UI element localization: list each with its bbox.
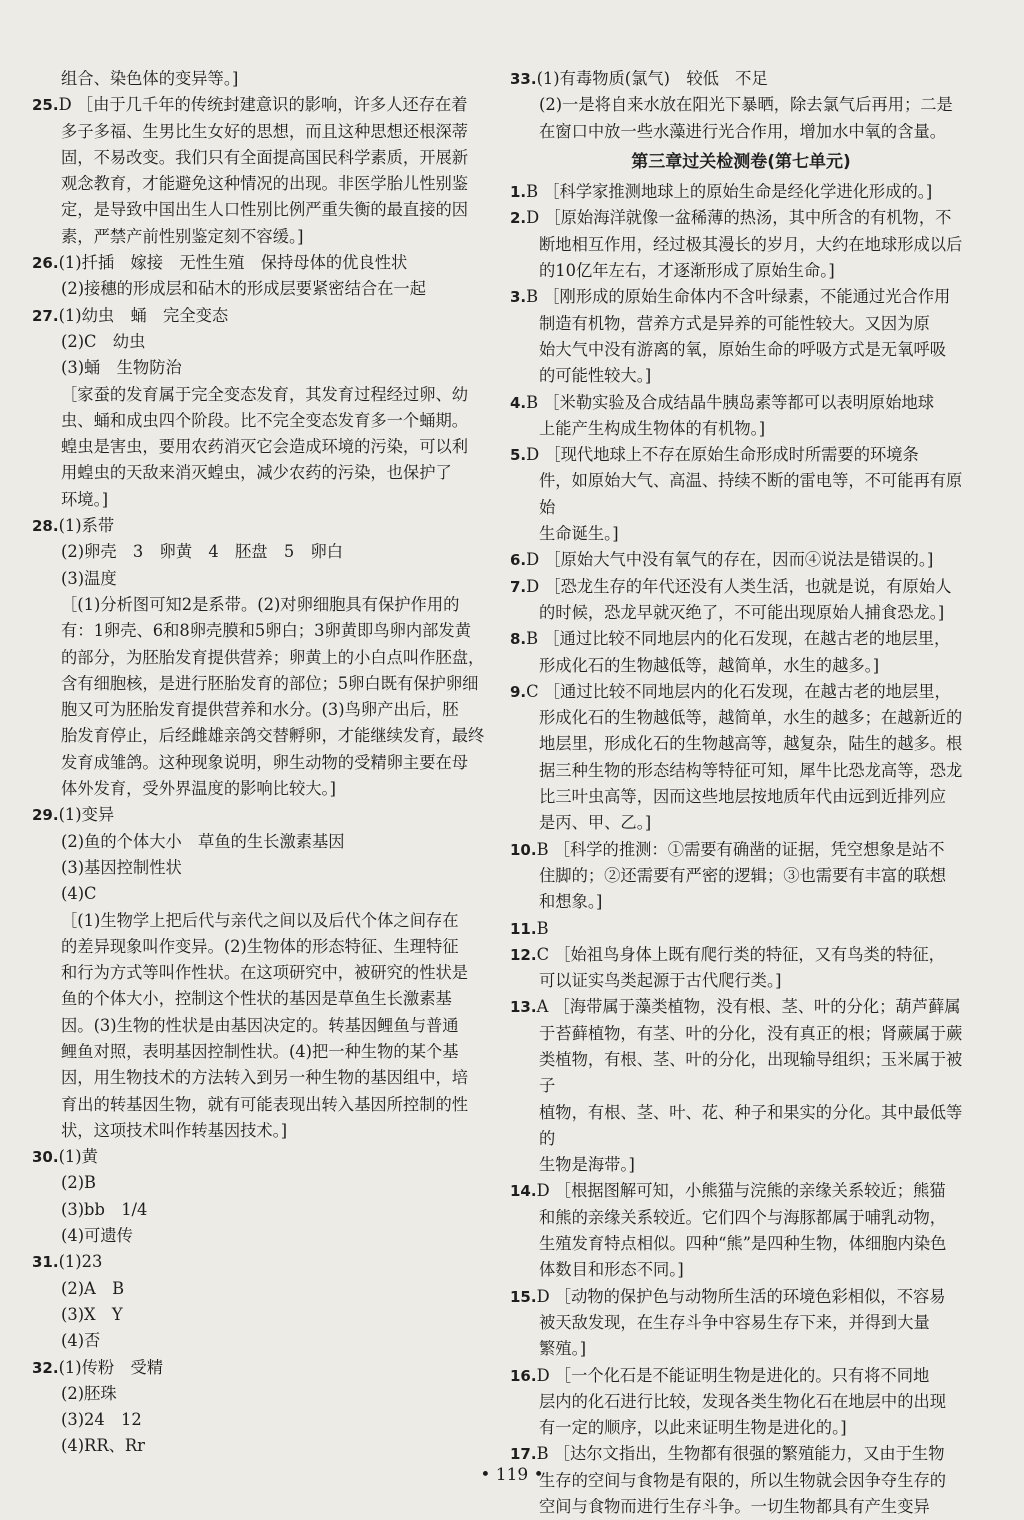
answer-line (510, 521, 972, 547)
answer-line (510, 784, 972, 810)
right-column (510, 66, 972, 1520)
answer-line (32, 1381, 490, 1407)
question-number: 11. (510, 919, 537, 938)
answer-text: 的可能性较大。] (539, 366, 652, 386)
answer-text: 是丙、甲、乙。] (539, 813, 652, 833)
answer-line (32, 1302, 490, 1328)
answer-line (510, 968, 972, 994)
question-number: 13. (510, 998, 537, 1017)
answer-text: B ［通过比较不同地层内的化石发现，在越古老的地层里， (526, 629, 951, 649)
answer-line (510, 574, 972, 600)
answer-line (32, 1276, 490, 1302)
answer-line (32, 250, 490, 276)
answer-text: 断地相互作用，经过极其漫长的岁月，大约在地球形成以后 (539, 234, 963, 254)
answer-line (510, 810, 972, 836)
answer-line (510, 1231, 972, 1257)
section-heading: 第三章过关检测卷(第七单元) (631, 151, 851, 172)
answer-line (510, 1178, 972, 1204)
answer-text: 空间与食物而进行生存斗争。一切生物都具有产生变异 (539, 1497, 930, 1517)
answer-line (32, 934, 490, 960)
answer-line (510, 889, 972, 915)
answer-text: D ［由于几千年的传统封建意识的影响，许多人还存在着 (58, 95, 468, 115)
answer-line (32, 671, 490, 697)
answer-line (32, 908, 490, 934)
answer-line (510, 468, 972, 521)
answer-line (32, 855, 490, 881)
answer-line (510, 258, 972, 284)
question-number: 28. (32, 517, 59, 536)
answer-line (510, 679, 972, 705)
answer-line (32, 1039, 490, 1065)
question-number: 6. (510, 551, 527, 570)
answer-line (510, 916, 972, 942)
question-number: 31. (32, 1253, 59, 1272)
answer-line (510, 1494, 972, 1520)
answer-line (510, 1284, 972, 1310)
answer-text: D ［现代地球上不存在原始生命形成时所需要的环境条 (526, 445, 919, 465)
answer-line (510, 626, 972, 652)
answer-line (510, 1310, 972, 1336)
answer-text: 含有细胞核，是进行胚胎发育的部位；5卵白既有保护卵细 (61, 673, 479, 693)
answer-line (32, 224, 490, 250)
answer-text: 的差异现象叫作变异。(2)生物体的形态特征、生理特征 (61, 936, 459, 956)
answer-text: (2)A B (61, 1278, 125, 1298)
answer-text: 生物是海带。] (539, 1155, 635, 1175)
answer-text: (1)传粉 受精 (58, 1357, 164, 1377)
answer-text: C ［通过比较不同地层内的化石发现，在越古老的地层里， (526, 681, 951, 701)
answer-text: (3)bb 1/4 (61, 1199, 148, 1219)
answer-text: (1)幼虫 蛹 完全变态 (58, 305, 229, 325)
answer-text: 固，不易改变。我们只有全面提高国民科学素质，开展新 (61, 147, 469, 167)
answer-line (510, 92, 972, 118)
answer-line (32, 802, 490, 828)
answer-line (32, 592, 490, 618)
question-number: 2. (510, 209, 527, 228)
answer-line (32, 1092, 490, 1118)
answer-text: (3)基因控制性状 (61, 857, 182, 877)
answer-text: B ［刚形成的原始生命体内不含叶绿素，不能通过光合作用 (526, 287, 951, 307)
answer-line (32, 1197, 490, 1223)
answer-text: 因。(3)生物的性状是由基因决定的。转基因鲤鱼与普通 (61, 1015, 459, 1035)
answer-line (510, 416, 972, 442)
question-number: 29. (32, 806, 59, 825)
answer-text: B (536, 918, 549, 938)
answer-line (510, 232, 972, 258)
answer-text: (4)否 (61, 1331, 101, 1351)
answer-text: 蝗虫是害虫，要用农药消灭它会造成环境的污染，可以利 (61, 437, 469, 457)
answer-text: (2)C 幼虫 (61, 331, 146, 351)
answer-text: ［家蚕的发育属于完全变态发育，其发育过程经过卵、幼 (61, 384, 469, 404)
question-number: 16. (510, 1366, 537, 1385)
answer-line (510, 705, 972, 731)
question-number: 32. (32, 1358, 59, 1377)
answer-line (510, 1389, 972, 1415)
answer-line (32, 829, 490, 855)
answer-text: C ［始祖鸟身体上既有爬行类的特征，又有鸟类的特征， (536, 944, 945, 964)
answer-text: (4)C (61, 884, 97, 904)
answer-line (32, 92, 490, 118)
answer-line (32, 1170, 490, 1196)
question-number: 30. (32, 1148, 59, 1167)
answer-text: D ［原始海洋就像一盆稀薄的热汤，其中所含的有机物，不 (526, 208, 952, 228)
question-number: 7. (510, 577, 527, 596)
answer-text: 繁殖。] (539, 1339, 587, 1359)
answer-line (32, 460, 490, 486)
answer-line (32, 1328, 490, 1354)
answer-text: 件，如原始大气、高温、持续不断的雷电等，不可能再有原始 (539, 471, 963, 517)
answer-text: (3)温度 (61, 568, 117, 588)
answer-text: 有：1卵壳、6和8卵壳膜和5卵白；3卵黄即鸟卵内部发黄 (61, 621, 471, 641)
answer-line (32, 986, 490, 1012)
answer-text: 虫、蛹和成虫四个阶段。比不完全变态发育多一个蛹期。 (61, 410, 469, 430)
answer-text: D ［一个化石是不能证明生物是进化的。只有将不同地 (536, 1365, 930, 1385)
answer-text: (1)23 (58, 1252, 103, 1272)
answer-text: 于苔藓植物，有茎、叶的分化，没有真正的根；肾蕨属于蕨 (539, 1023, 963, 1043)
answer-line (32, 303, 490, 329)
answer-text: (4)RR、Rr (61, 1436, 145, 1456)
answer-text: (1)系带 (58, 516, 115, 536)
answer-line (510, 205, 972, 231)
answer-text: 植物，有根、茎、叶、花、种子和果实的分化。其中最低等的 (539, 1102, 963, 1148)
answer-line (32, 881, 490, 907)
answer-text: ［(1)分析图可知2是系带。(2)对卵细胞具有保护作用的 (61, 594, 460, 614)
answer-line (510, 1336, 972, 1362)
answer-text: 制造有机物，营养方式是异养的可能性较大。又因为原 (539, 313, 930, 333)
answer-text: B ［科学的推测：①需要有确凿的证据，凭空想象是站不 (536, 839, 945, 859)
question-number: 33. (510, 70, 537, 88)
answer-text: B ［达尔文指出，生物都有很强的繁殖能力，又由于生物 (536, 1444, 945, 1464)
question-number: 26. (32, 254, 59, 273)
answer-text: 在窗口中放一些水藻进行光合作用，增加水中氧的含量。 (539, 121, 947, 141)
answer-text: 上能产生构成生物体的有机物。] (539, 418, 766, 438)
answer-line (510, 337, 972, 363)
question-number: 25. (32, 96, 59, 115)
answer-line (32, 197, 490, 223)
answer-line (32, 355, 490, 381)
answer-text: B ［科学家推测地球上的原始生命是经化学进化形成的。] (526, 182, 933, 202)
answer-text: (2)B (61, 1173, 97, 1193)
answer-text: 组合、染色体的变异等。] (61, 69, 239, 88)
answer-text: D ［原始大气中没有氧气的存在，因而④说法是错误的。] (526, 550, 934, 570)
answer-text: 用蝗虫的天敌来消灭蝗虫，减少农药的污染，也保护了 (61, 463, 452, 483)
answer-line (32, 1118, 490, 1144)
question-number: 15. (510, 1287, 537, 1306)
answer-line (510, 66, 972, 92)
question-number: 10. (510, 840, 537, 859)
answer-text: 地层里，形成化石的生物越高等，越复杂，陆生的越多。根 (539, 734, 963, 754)
answer-line (32, 1355, 490, 1381)
answer-text: (2)一是将自来水放在阳光下暴晒，除去氯气后再用；二是 (539, 95, 953, 115)
answer-line (32, 145, 490, 171)
question-number: 1. (510, 183, 527, 202)
answer-line (510, 311, 972, 337)
answer-text: D ［恐龙生存的年代还没有人类生活，也就是说，有原始人 (526, 576, 952, 596)
answer-text: (2)鱼的个体大小 草鱼的生长激素基因 (61, 831, 345, 851)
answer-text: 生命诞生。] (539, 524, 619, 544)
answer-text: 定，是导致中国出生人口性别比例严重失衡的最直接的因 (61, 200, 469, 220)
answer-line (510, 942, 972, 968)
answer-text: 体数目和形态不同。] (539, 1260, 684, 1280)
answer-text: 生殖发育特点相似。四种“熊”是四种生物，体细胞内染色 (539, 1234, 947, 1254)
answer-line (32, 1249, 490, 1275)
answer-text: 和想象。] (539, 892, 603, 912)
answer-line (510, 1021, 972, 1047)
answer-line (32, 1407, 490, 1433)
answer-text: 层内的化石进行比较，发现各类生物化石在地层中的出现 (539, 1391, 947, 1411)
answer-text: (2)胚珠 (61, 1383, 117, 1403)
answer-line (510, 1152, 972, 1178)
answer-text: 和熊的亲缘关系较近。它们四个与海豚都属于哺乳动物， (539, 1207, 947, 1227)
answer-text: 和行为方式等叫作性状。在这项研究中，被研究的性状是 (61, 963, 469, 983)
question-number: 3. (510, 288, 527, 307)
answer-line (32, 645, 490, 671)
answer-text: (1)有毒物质(氯气) 较低 不足 (536, 69, 768, 88)
answer-line (32, 66, 490, 92)
answer-line (32, 1433, 490, 1459)
answer-line (510, 600, 972, 626)
answer-text: (1)黄 (58, 1147, 98, 1167)
answer-text: (1)变异 (58, 805, 115, 825)
answer-line (32, 723, 490, 749)
answer-line (510, 653, 972, 679)
answer-line (32, 408, 490, 434)
answer-text: 有一定的顺序，以此来证明生物是进化的。] (539, 1418, 847, 1438)
answer-line (510, 547, 972, 573)
answer-line (32, 382, 490, 408)
answer-text: 观念教育，才能避免这种情况的出现。非医学胎儿性别鉴 (61, 174, 469, 194)
answer-line (510, 179, 972, 205)
question-number: 14. (510, 1182, 537, 1201)
answer-line (510, 837, 972, 863)
answer-line (510, 442, 972, 468)
answer-line (510, 119, 972, 145)
answer-line (32, 1144, 490, 1170)
answer-text: 育出的转基因生物，就有可能表现出转入基因所控制的性 (61, 1094, 469, 1114)
answer-line (32, 487, 490, 513)
answer-line (510, 363, 972, 389)
question-number: 8. (510, 630, 527, 649)
answer-line (510, 1441, 972, 1467)
answer-text: 胎发育停止，后经雌雄亲鸽交替孵卵，才能继续发育，最终 (61, 726, 485, 746)
answer-text: 发育成雏鸽。这种现象说明，卵生动物的受精卵主要在母 (61, 752, 469, 772)
answer-text: 可以证实鸟类起源于古代爬行类。] (539, 971, 782, 991)
question-number: 12. (510, 945, 537, 964)
answer-text: (2)卵壳 3 卵黄 4 胚盘 5 卵白 (61, 542, 344, 562)
answer-line (32, 1065, 490, 1091)
answer-text: 鱼的个体大小，控制这个性状的基因是草鱼生长激素基 (61, 989, 452, 1009)
answer-text: 因，用生物技术的方法转入到另一种生物的基因组中，培 (61, 1068, 469, 1088)
answer-text: 被天敌发现，在生存斗争中容易生存下来，并得到大量 (539, 1312, 930, 1332)
page-number: • 119 • (480, 1465, 544, 1485)
question-number: 27. (32, 306, 59, 325)
question-number: 4. (510, 393, 527, 412)
answer-text: (2)接穗的形成层和砧木的形成层要紧密结合在一起 (61, 279, 426, 299)
answer-line (32, 329, 490, 355)
answer-text: 的时候，恐龙早就灭绝了，不可能出现原始人捕食恐龙。] (539, 602, 945, 622)
answer-text: (3)X Y (61, 1304, 123, 1324)
question-number: 17. (510, 1445, 537, 1464)
answer-text: B ［米勒实验及合成结晶牛胰岛素等都可以表明原始地球 (526, 392, 935, 412)
answer-text: (1)扦插 嫁接 无性生殖 保持母体的优良性状 (58, 253, 408, 273)
answer-line (510, 1100, 972, 1153)
answer-text: 住脚的；②还需要有严密的逻辑；③也需要有丰富的联想 (539, 865, 947, 885)
answer-text: 生存的空间与食物是有限的，所以生物就会因争夺生存的 (539, 1470, 947, 1490)
answer-line (510, 731, 972, 757)
answer-line (510, 1363, 972, 1389)
question-number: 9. (510, 682, 527, 701)
answer-text: D ［动物的保护色与动物所生活的环境色彩相似，不容易 (536, 1286, 946, 1306)
answer-line (510, 994, 972, 1020)
answer-line (32, 171, 490, 197)
answer-text: 据三种生物的形态结构等特征可知，犀牛比恐龙高等，恐龙 (539, 760, 963, 780)
answer-text: ［(1)生物学上把后代与亲代之间以及后代个体之间存在 (61, 910, 459, 930)
answer-text: 始大气中没有游离的氧，原始生命的呼吸方式是无氧呼吸 (539, 339, 947, 359)
answer-line (32, 1223, 490, 1249)
answer-line (32, 776, 490, 802)
answer-line (32, 119, 490, 145)
answer-line (510, 1415, 972, 1441)
answer-text: 状，这项技术叫作转基因技术。] (61, 1120, 288, 1140)
answer-line (32, 276, 490, 302)
answer-line (32, 513, 490, 539)
answer-text: (4)可遗传 (61, 1226, 133, 1246)
answer-line (510, 284, 972, 310)
answer-line (32, 539, 490, 565)
answer-text: (3)24 12 (61, 1410, 142, 1430)
answer-text: 素，严禁产前性别鉴定刻不容缓。] (61, 226, 304, 246)
answer-line (32, 750, 490, 776)
answer-text: 环境。] (61, 489, 109, 509)
answer-line (32, 960, 490, 986)
answer-line (510, 863, 972, 889)
answer-line (510, 390, 972, 416)
answer-text: 胞又可为胚胎发育提供营养和水分。(3)鸟卵产出后，胚 (61, 700, 459, 720)
answer-text: 多子多福、生男比生女好的思想，而且这种思想还根深蒂 (61, 121, 469, 141)
answer-text: 类植物，有根、茎、叶的分化，出现输导组织；玉米属于被子 (539, 1049, 963, 1096)
left-column (32, 66, 490, 1460)
answer-text: 形成化石的生物越低等，越简单，水生的越多；在越新近的 (539, 708, 963, 728)
answer-text: 体外发育，受外界温度的影响比较大。] (61, 779, 336, 799)
answer-line (32, 434, 490, 460)
answer-text: 的10亿年左右，才逐渐形成了原始生命。] (539, 261, 835, 281)
answer-line (510, 758, 972, 784)
answer-text: (3)蛹 生物防治 (61, 358, 182, 378)
answer-line (32, 618, 490, 644)
answer-text: D ［根据图解可知，小熊猫与浣熊的亲缘关系较近；熊猫 (536, 1181, 946, 1201)
answer-line (32, 566, 490, 592)
answer-line (32, 697, 490, 723)
answer-text: 的部分，为胚胎发育提供营养；卵黄上的小白点叫作胚盘， (61, 647, 485, 667)
answer-text: 鲤鱼对照，表明基因控制性状。(4)把一种生物的某个基 (61, 1041, 459, 1061)
answer-line (32, 1013, 490, 1039)
answer-line (510, 1047, 972, 1100)
answer-text: 比三叶虫高等，因而这些地层按地质年代由远到近排列应 (539, 787, 947, 807)
question-number: 5. (510, 446, 527, 465)
answer-text: 形成化石的生物越低等，越简单，水生的越多。] (539, 655, 880, 675)
answer-line (510, 1205, 972, 1231)
answer-text: A ［海带属于藻类植物，没有根、茎、叶的分化；葫芦藓属 (536, 997, 961, 1017)
answer-line (510, 1257, 972, 1283)
